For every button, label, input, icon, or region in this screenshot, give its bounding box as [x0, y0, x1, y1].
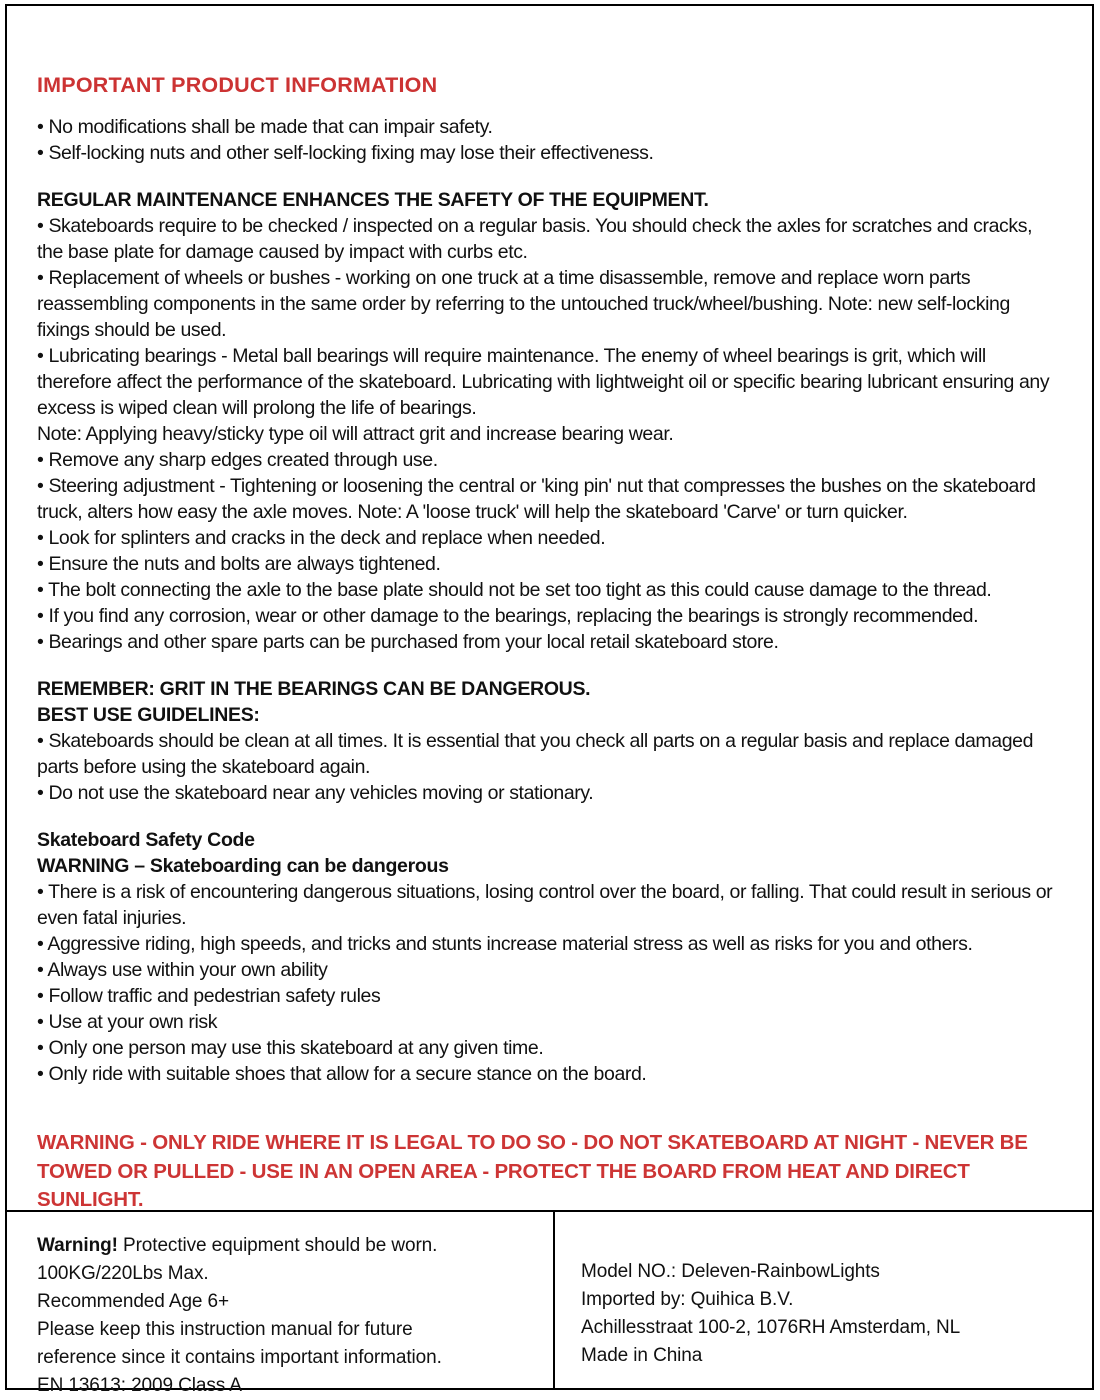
safety-item: • Use at your own risk	[37, 1011, 218, 1033]
section-gap	[37, 655, 1062, 676]
footer-line: Achillesstraat 100-2, 1076RH Amsterdam, NL	[581, 1317, 961, 1338]
footer-line: Model NO.: Deleven-RainbowLights	[581, 1261, 880, 1282]
remember-heading: REMEMBER: GRIT IN THE BEARINGS CAN BE DANGEROUS.	[37, 678, 591, 700]
safety-item: • Aggressive riding, high speeds, and tricks and stunts increase material stress as well as risks for you and others.	[37, 933, 973, 955]
safety-code-heading: Skateboard Safety Code	[37, 829, 255, 851]
page-title: IMPORTANT PRODUCT INFORMATION	[37, 73, 438, 97]
safety-item: • Follow traffic and pedestrian safety rules	[37, 985, 381, 1007]
bullet-item: • Self-locking nuts and other self-locking fixing may lose their effectiveness.	[37, 142, 654, 164]
main-content	[7, 6, 1092, 1212]
footer-warning-line	[37, 1232, 529, 1260]
best-use-item: • Skateboards should be clean at all times. It is essential that you check all parts on a regular basis and replace damaged parts before using the skateboard again.	[37, 730, 1034, 778]
maintenance-item: • The bolt connecting the axle to the base plate should not be set too tight as this could cause damage to the thread.	[37, 579, 992, 601]
maintenance-item: • Replacement of wheels or bushes - working on one truck at a time disassemble, remove and replace worn parts reassembling components in the same order by referring to the untouched truck/wheel/bushing. Note: new self-locking fixings should be used.	[37, 267, 1010, 341]
safety-item: • Always use within your own ability	[37, 959, 328, 981]
footer-warning-label: Warning!	[37, 1235, 118, 1256]
bullet-item: • No modifications shall be made that can impair safety.	[37, 116, 493, 138]
maintenance-item: • Ensure the nuts and bolts are always tightened.	[37, 553, 441, 575]
footer-line: Imported by: Quihica B.V.	[581, 1289, 794, 1310]
document-page	[5, 4, 1094, 1396]
maintenance-item: • Lubricating bearings - Metal ball bearings will require maintenance. The enemy of wheel bearings is grit, which will therefore affect the performance of the skateboard. Lubricating with lightweight oil or specific bearing lubricant ensuring any excess is wiped clean will prolong the life of bearings.	[37, 345, 1050, 419]
section-gap	[37, 166, 1062, 187]
footer-right-box	[555, 1212, 1092, 1388]
footer-line: Recommended Age 6+	[37, 1291, 230, 1312]
best-use-heading: BEST USE GUIDELINES:	[37, 704, 260, 726]
footer-left-box	[7, 1212, 555, 1396]
best-use-item: • Do not use the skateboard near any vehicles moving or stationary.	[37, 782, 594, 804]
maintenance-item: • Skateboards require to be checked / inspected on a regular basis. You should check the axles for scratches and cracks, the base plate for damage caused by impact with curbs etc.	[37, 215, 1033, 263]
footer-line: EN 13613: 2009 Class A	[37, 1375, 242, 1396]
maintenance-item: • If you find any corrosion, wear or other damage to the bearings, replacing the bearings is strongly recommended.	[37, 605, 979, 627]
safety-item: • Only one person may use this skateboard at any given time.	[37, 1037, 544, 1059]
section-gap	[37, 806, 1062, 827]
maintenance-item: • Look for splinters and cracks in the deck and replace when needed.	[37, 527, 606, 549]
safety-item: • There is a risk of encountering dangerous situations, losing control over the board, or falling. That could result in serious or even fatal injuries.	[37, 881, 1053, 929]
maintenance-note: Note: Applying heavy/sticky type oil will attract grit and increase bearing wear.	[37, 423, 674, 445]
maintenance-heading: REGULAR MAINTENANCE ENHANCES THE SAFETY OF THE EQUIPMENT.	[37, 189, 709, 211]
warning-subheading: WARNING – Skateboarding can be dangerous	[37, 855, 449, 877]
safety-item: • Only ride with suitable shoes that allow for a secure stance on the board.	[37, 1063, 647, 1085]
footer-table	[7, 1212, 1092, 1396]
footer-warning-rest: Protective equipment should be worn.	[117, 1235, 438, 1256]
maintenance-item: • Remove any sharp edges created through use.	[37, 449, 438, 471]
footer-line: reference since it contains important information.	[37, 1347, 442, 1368]
footer-line: 100KG/220Lbs Max.	[37, 1263, 209, 1284]
footer-line: Please keep this instruction manual for future	[37, 1319, 413, 1340]
footer-line: Made in China	[581, 1345, 703, 1366]
red-warning-text: WARNING - ONLY RIDE WHERE IT IS LEGAL TO DO SO - DO NOT SKATEBOARD AT NIGHT - NEVER BE TOWED OR PULLED - USE IN AN OPEN AREA - PROTECT THE BOARD FROM HEAT AND DIRECT SUNLIGHT.	[37, 1131, 1028, 1211]
maintenance-item: • Steering adjustment - Tightening or loosening the central or 'king pin' nut that compresses the bushes on the skateboard truck, alters how easy the axle moves. Note: A 'loose truck' will help the skateboard 'Carve' or turn quicker.	[37, 475, 1036, 523]
maintenance-item: • Bearings and other spare parts can be purchased from your local retail skateboard store.	[37, 631, 779, 653]
